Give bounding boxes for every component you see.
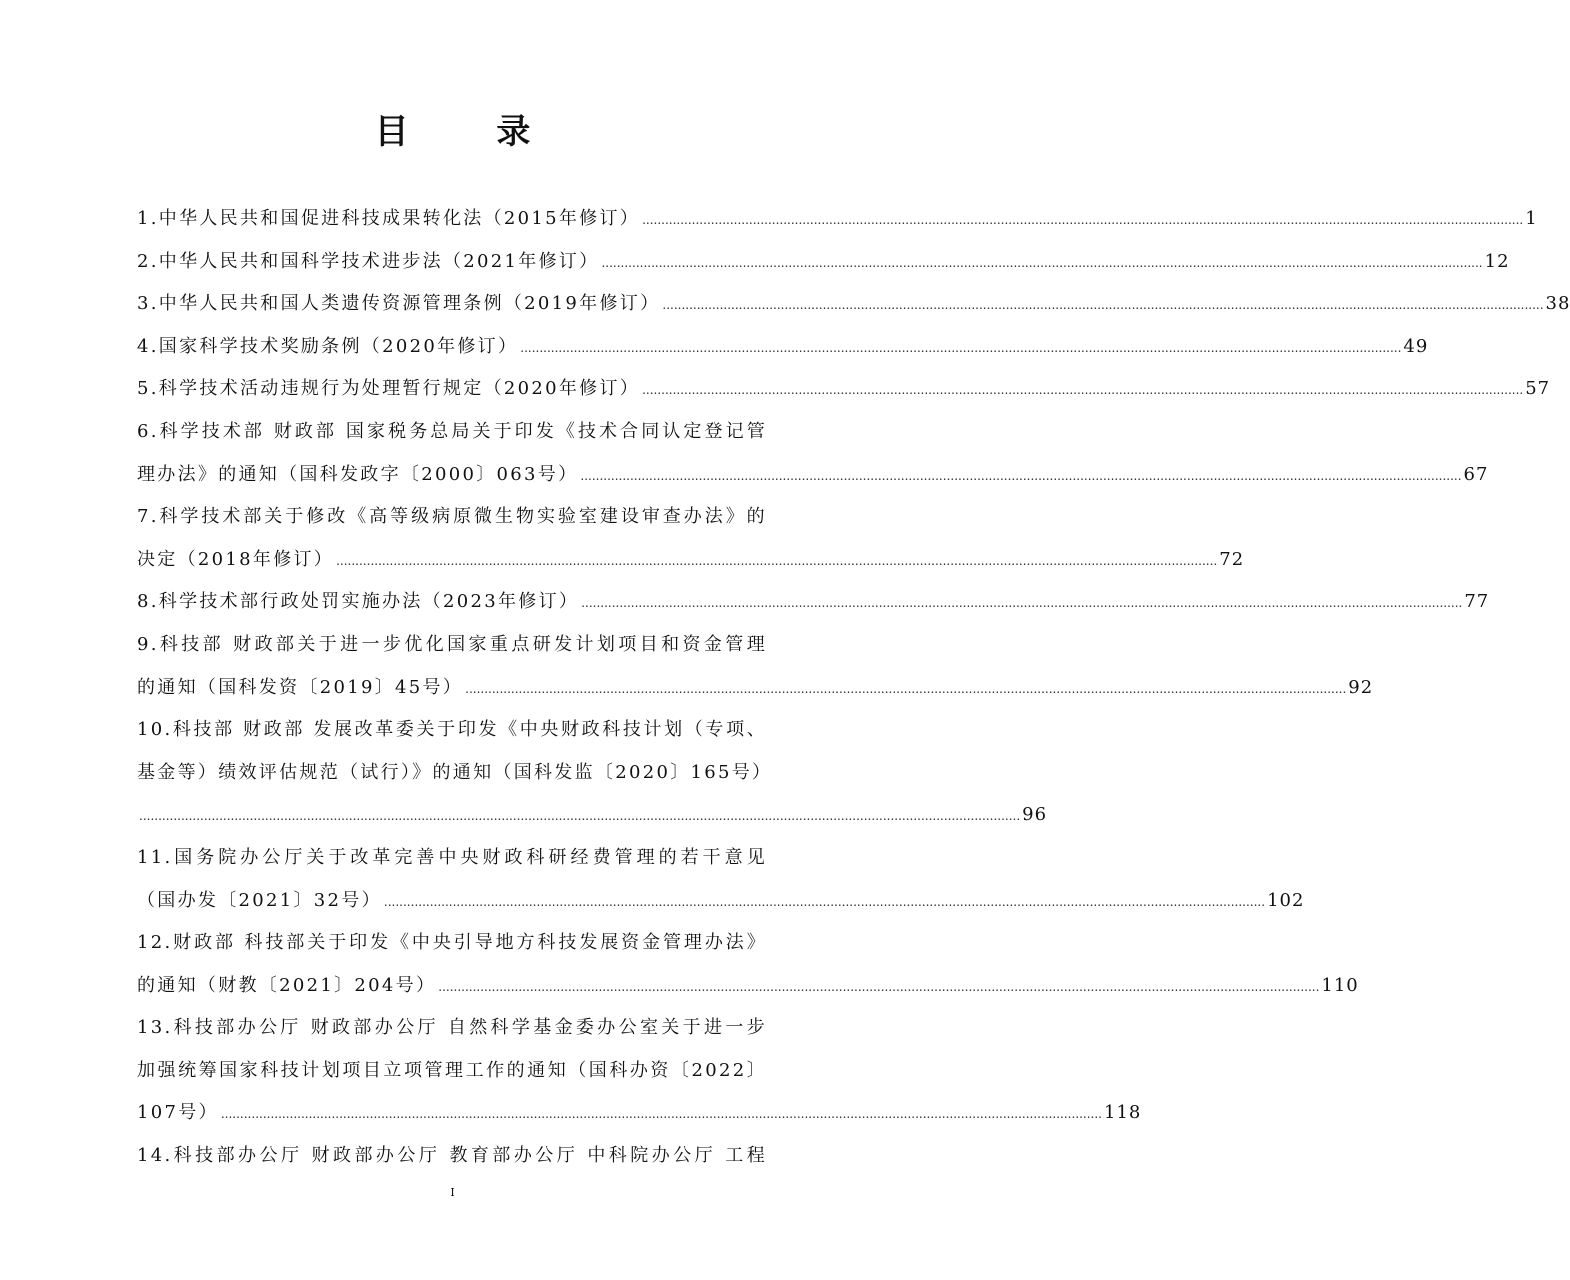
toc-entry-text: 2.中华人民共和国科学技术进步法（2021年修订） [137,250,600,272]
toc-line[interactable] [137,752,773,795]
dot-leader [384,881,1265,924]
toc-entry-text: 8.科学技术部行政处罚实施办法（2023年修订） [137,591,580,613]
toc-line[interactable] [137,965,1359,1008]
dot-leader [465,668,1346,711]
toc-line[interactable] [137,1135,767,1178]
toc-list [137,198,1570,1178]
dot-leader [221,1093,1102,1136]
toc-entry-text: 的通知（财教〔2021〕204号） [137,974,437,996]
page-number: I [450,1186,455,1199]
toc-line[interactable] [137,454,1489,497]
toc-entry-text: 3.中华人民共和国人类遗传资源管理条例（2019年修订） [137,293,661,315]
toc-entry-text: 5.科学技术活动违规行为处理暂行规定（2020年修订） [137,378,641,400]
toc-line[interactable] [137,1007,767,1050]
toc-entry-text: 6.科学技术部 财政部 国家税务总局关于印发《技术合同认定登记管 [137,420,767,442]
toc-entry-text: 10.科技部 财政部 发展改革委关于印发《中央财政科技计划（专项、 [137,719,767,741]
toc-page-number: 118 [1104,1102,1142,1124]
toc-entry-text: 7.科学技术部关于修改《高等级病原微生物实验室建设审查办法》的 [137,506,767,528]
toc-line[interactable] [137,1050,767,1093]
toc-page-number: 102 [1267,889,1305,911]
dot-leader [336,540,1217,583]
toc-entry-text: 14.科技部办公厅 财政部办公厅 教育部办公厅 中科院办公厅 工程 [137,1145,767,1167]
toc-page-number: 96 [1022,804,1048,826]
toc-entry-text: 12.财政部 科技部关于印发《中央引导地方科技发展资金管理办法》 [137,932,767,954]
toc-page-number: 38 [1545,293,1570,315]
page-title: 目 录 [374,112,569,152]
toc-line[interactable] [137,283,1570,326]
toc-line[interactable] [137,326,1429,369]
toc-entry-text: 基金等）绩效评估规范（试行）》的通知（国科发监〔2020〕165号） [137,761,773,783]
toc-page-number: 92 [1348,676,1374,698]
dot-leader [438,966,1319,1009]
toc-entry-text: 13.科技部办公厅 财政部办公厅 自然科学基金委办公室关于进一步 [137,1017,767,1039]
toc-page-number: 110 [1321,974,1359,996]
toc-line[interactable] [137,1092,1142,1135]
toc-line[interactable] [137,794,1048,837]
toc-line[interactable] [137,624,767,667]
toc-line[interactable] [137,539,1245,582]
toc-entry-text: 加强统筹国家科技计划项目立项管理工作的通知（国科办资〔2022〕 [137,1059,767,1081]
toc-entry-text: 决定（2018年修订） [137,548,335,570]
toc-entry-text: 1.中华人民共和国促进科技成果转化法（2015年修订） [137,208,641,229]
dot-leader [642,369,1523,412]
dot-leader [601,242,1482,285]
dot-leader [662,284,1543,327]
dot-leader [581,582,1462,625]
toc-line[interactable] [137,581,1490,624]
toc-page-number: 67 [1463,463,1489,485]
dot-leader [520,327,1401,370]
dot-leader [139,795,1020,838]
toc-line[interactable] [137,241,1510,284]
toc-page-number: 12 [1484,250,1510,272]
toc-line[interactable] [137,368,1551,411]
toc-page-number: 1 [1525,208,1538,229]
toc-line[interactable] [137,496,767,539]
toc-line[interactable] [137,198,1538,241]
toc-line[interactable] [137,880,1305,923]
toc-entry-text: 107号） [137,1102,219,1124]
toc-line[interactable] [137,411,767,454]
toc-line[interactable] [137,667,1374,710]
toc-page-number: 77 [1464,591,1490,613]
toc-line[interactable] [137,922,767,965]
toc-page-number: 57 [1525,378,1551,400]
toc-entry-text: 理办法》的通知（国科发政字〔2000〕063号） [137,463,579,485]
toc-entry-text: 4.国家科学技术奖励条例（2020年修订） [137,335,519,357]
toc-entry-text: 的通知（国科发资〔2019〕45号） [137,676,464,698]
toc-entry-text: 9.科技部 财政部关于进一步优化国家重点研发计划项目和资金管理 [137,633,767,655]
toc-page-number: 49 [1403,335,1429,357]
toc-line[interactable] [137,837,767,880]
toc-page-number: 72 [1219,548,1245,570]
toc-entry-text: （国办发〔2021〕32号） [137,889,382,911]
toc-entry-text: 11.国务院办公厅关于改革完善中央财政科研经费管理的若干意见 [137,846,767,868]
toc-line[interactable] [137,709,767,752]
dot-leader [580,455,1461,498]
dot-leader [642,199,1523,242]
